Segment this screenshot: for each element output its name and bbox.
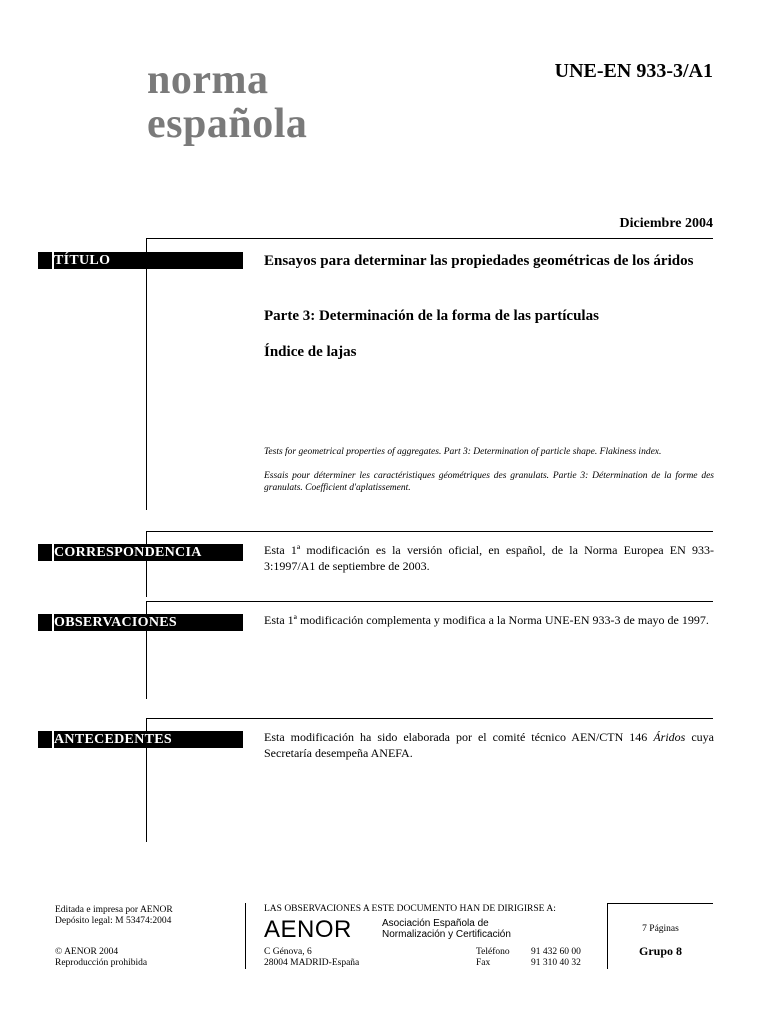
titulo-label-tick — [52, 252, 54, 269]
page-count: 7 Páginas — [642, 924, 679, 934]
antecedentes-label-text: ANTECEDENTES — [54, 732, 172, 747]
correspondencia-label-text: CORRESPONDENCIA — [54, 545, 202, 560]
footer-separator-right — [607, 903, 608, 969]
antecedentes-text-after: cuya Secretaría desempeña ANEFA. — [264, 730, 714, 760]
document-subtitle: Índice de lajas — [264, 344, 357, 360]
correspondencia-text: Esta 1ª modificación es la versión oficial, en español, de la Norma Europea EN 933-3:1997/A1 de septiembre de 2003. — [264, 543, 714, 573]
fax-value: 91 310 40 32 — [531, 958, 581, 968]
copyright: © AENOR 2004 — [55, 947, 119, 957]
titulo-top-rule — [146, 238, 713, 239]
aenor-full-name — [382, 918, 511, 940]
correspondencia-label-tick — [52, 544, 54, 561]
phone-value: 91 432 60 00 — [531, 947, 581, 957]
observaciones-text: Esta 1ª modificación complementa y modifica a la Norma UNE-EN 933-3 de mayo de 1997. — [264, 613, 709, 627]
phone-label: Teléfono — [476, 947, 510, 957]
publication-date: Diciembre 2004 — [619, 216, 713, 231]
antecedentes-label — [38, 731, 243, 748]
antecedentes-label-tick — [52, 731, 54, 748]
price-group: Grupo 8 — [638, 944, 682, 958]
antecedentes-text — [264, 729, 714, 761]
footer-separator-left — [245, 903, 246, 969]
edited-by: Editada e impresa por AENOR — [55, 905, 173, 915]
titulo-label — [38, 252, 243, 269]
footer-right-top-rule — [607, 903, 713, 904]
correspondencia-top-rule — [146, 531, 713, 532]
observaciones-label-tick — [52, 614, 54, 631]
legal-deposit: Depósito legal: M 53474:2004 — [55, 916, 172, 926]
fax-label: Fax — [476, 958, 491, 968]
correspondencia-vertical-line — [146, 531, 147, 597]
brand-line-2: española — [147, 101, 308, 147]
brand-title — [147, 58, 307, 146]
aenor-name-line-2: Normalización y Certificación — [382, 929, 511, 940]
document-part: Parte 3: Determinación de la forma de las partículas — [264, 308, 599, 324]
observaciones-label — [38, 614, 243, 631]
address-line-1: C Génova, 6 — [264, 947, 312, 957]
antecedentes-top-rule — [146, 718, 713, 719]
document-title: Ensayos para determinar las propiedades geométricas de los áridos — [264, 253, 694, 269]
reproduction-notice: Reproducción prohibida — [55, 958, 148, 968]
antecedentes-text-before: Esta modificación ha sido elaborada por el comité técnico AEN/CTN 146 — [264, 730, 654, 744]
english-title: Tests for geometrical properties of aggregates. Part 3: Determination of particle shape. Flakiness index. — [264, 447, 662, 457]
observations-header: LAS OBSERVACIONES A ESTE DOCUMENTO HAN DE DIRIGIRSE A: — [264, 904, 556, 914]
correspondencia-label — [38, 544, 243, 561]
brand-line-1: norma — [147, 57, 269, 103]
titulo-label-text: TÍTULO — [54, 253, 111, 268]
observaciones-label-text: OBSERVACIONES — [54, 615, 177, 630]
antecedentes-text-italic: Áridos — [653, 730, 686, 744]
titulo-vertical-line — [146, 238, 147, 510]
observaciones-top-rule — [146, 601, 713, 602]
aenor-logo: AENOR — [264, 916, 352, 943]
french-title: Essais pour déterminer les caractéristiques géométriques des granulats. Partie 3: Détermination de la forme des granulats. Coefficient d'aplatissement. — [264, 471, 714, 493]
address-line-2: 28004 MADRID-España — [264, 958, 360, 968]
standard-code: UNE-EN 933-3/A1 — [554, 60, 713, 82]
aenor-name-line-1: Asociación Española de — [382, 918, 489, 929]
